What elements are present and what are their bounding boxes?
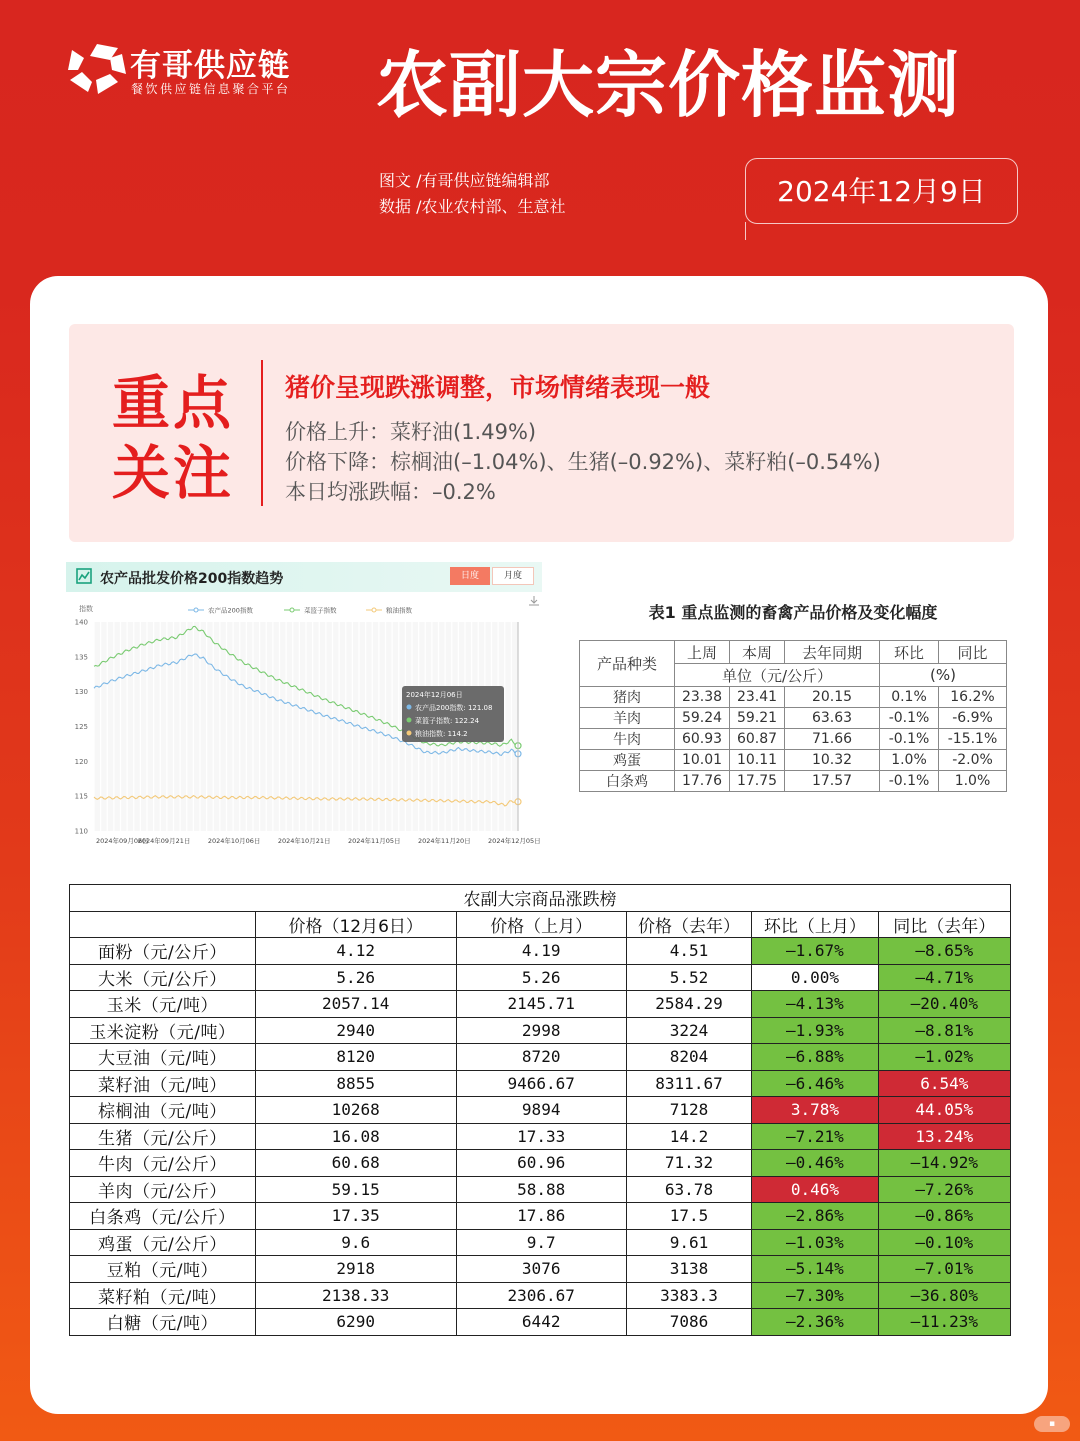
table-row: [580, 729, 1007, 750]
header-col-4: 环比（上月）: [752, 911, 878, 938]
table-row: [70, 1176, 1011, 1203]
cell-yoy: -6.9%: [939, 708, 1007, 729]
credit-data: 数据 /农业农村部、生意社: [379, 197, 566, 216]
cell-price: 8120: [255, 1044, 456, 1071]
cell-name: 大米（元/公斤）: [70, 964, 256, 991]
cell-last-month: 60.96: [456, 1150, 626, 1177]
cell-yoy: –20.40%: [878, 991, 1010, 1018]
header-col-1: 价格（12月6日）: [255, 911, 456, 938]
cell-mom: –5.14%: [752, 1256, 878, 1283]
date-badge: 2024年12月9日: [745, 158, 1018, 224]
cell-last-year: 14.2: [626, 1123, 752, 1150]
legend-label: 菜篮子指数: [304, 606, 337, 615]
cell-price: 2918: [255, 1256, 456, 1283]
cell-mom: 0.00%: [752, 964, 878, 991]
brand-logo-icon: [66, 40, 128, 96]
cell-mom: –1.67%: [752, 938, 878, 965]
x-tick-label: 2024年09月06日: [96, 837, 149, 845]
cell-yoy: 13.24%: [878, 1123, 1010, 1150]
cell-last-year: 5.52: [626, 964, 752, 991]
y-tick-label: 135: [74, 653, 88, 662]
cell-price: 8855: [255, 1070, 456, 1097]
focus-average: 本日均涨跌幅：–0.2%: [285, 480, 496, 504]
cell-mom: –7.30%: [752, 1282, 878, 1309]
cell-last-year: 8204: [626, 1044, 752, 1071]
cell-yoy: –4.71%: [878, 964, 1010, 991]
header-yoy: 同比: [939, 641, 1007, 664]
table-row: [70, 1256, 1011, 1283]
cell-last-year: 20.15: [785, 687, 880, 708]
cell-name: 菜籽油（元/吨）: [70, 1070, 256, 1097]
cell-yoy: 1.0%: [939, 771, 1007, 792]
header-col-2: 价格（上月）: [456, 911, 626, 938]
cell-price: 5.26: [255, 964, 456, 991]
legend-item[interactable]: [366, 606, 413, 615]
cell-price: 16.08: [255, 1123, 456, 1150]
cell-name: 玉米（元/吨）: [70, 991, 256, 1018]
cell-last-year: 3383.3: [626, 1282, 752, 1309]
cell-mom: -0.1%: [880, 708, 939, 729]
table-row: [70, 1123, 1011, 1150]
table-row: [70, 1282, 1011, 1309]
cell-price: 2940: [255, 1017, 456, 1044]
table-row: [70, 1203, 1011, 1230]
brand-tagline: 餐饮供应链信息聚合平台: [131, 82, 291, 96]
cell-last-year: 17.5: [626, 1203, 752, 1230]
header-unit-price: 单位（元/公斤）: [675, 664, 880, 687]
y-tick-label: 120: [74, 757, 88, 766]
cell-name: 豆粕（元/吨）: [70, 1256, 256, 1283]
cell-last-week: 59.24: [675, 708, 730, 729]
watermark: ▪: [1034, 1416, 1070, 1432]
cell-mom: 0.46%: [752, 1176, 878, 1203]
cell-yoy: –11.23%: [878, 1309, 1010, 1336]
date-badge-tail: [745, 222, 764, 240]
cell-yoy: –14.92%: [878, 1150, 1010, 1177]
cell-name: 玉米淀粉（元/吨）: [70, 1017, 256, 1044]
cell-mom: –7.21%: [752, 1123, 878, 1150]
cell-yoy: –8.81%: [878, 1017, 1010, 1044]
cell-price: 9.6: [255, 1229, 456, 1256]
cell-yoy: –0.10%: [878, 1229, 1010, 1256]
cell-price: 10268: [255, 1097, 456, 1124]
x-tick-label: 2024年12月05日: [488, 837, 541, 845]
cell-last-year: 3138: [626, 1256, 752, 1283]
cell-name: 大豆油（元/吨）: [70, 1044, 256, 1071]
cell-last-month: 9466.67: [456, 1070, 626, 1097]
cell-name: 鸡蛋（元/公斤）: [70, 1229, 256, 1256]
table-row: [580, 687, 1007, 708]
cell-last-month: 3076: [456, 1256, 626, 1283]
livestock-price-table: [579, 640, 1007, 792]
cell-mom: –1.03%: [752, 1229, 878, 1256]
cell-name: 生猪（元/公斤）: [70, 1123, 256, 1150]
cell-last-week: 60.93: [675, 729, 730, 750]
cell-last-month: 8720: [456, 1044, 626, 1071]
cell-last-year: 4.51: [626, 938, 752, 965]
cell-name: 鸡蛋: [580, 750, 675, 771]
index-line-chart: [66, 600, 542, 848]
cell-mom: 0.1%: [880, 687, 939, 708]
chart-tooltip: [402, 686, 504, 742]
cell-name: 牛肉（元/公斤）: [70, 1150, 256, 1177]
header-this-week: 本周: [730, 641, 785, 664]
x-tick-label: 2024年10月06日: [207, 837, 261, 845]
cell-last-year: 10.32: [785, 750, 880, 771]
cell-yoy: –8.65%: [878, 938, 1010, 965]
cell-mom: -0.1%: [880, 771, 939, 792]
cell-yoy: –36.80%: [878, 1282, 1010, 1309]
cell-name: 面粉（元/公斤）: [70, 938, 256, 965]
x-tick-label: 2024年09月21日: [137, 837, 191, 845]
legend-item[interactable]: [284, 606, 337, 615]
cell-last-month: 58.88: [456, 1176, 626, 1203]
cell-this-week: 17.75: [730, 771, 785, 792]
cell-mom: 1.0%: [880, 750, 939, 771]
cell-mom: –1.93%: [752, 1017, 878, 1044]
cell-last-month: 2306.67: [456, 1282, 626, 1309]
focus-headline: 猪价呈现跌涨调整，市场情绪表现一般: [285, 373, 711, 402]
cell-last-year: 17.57: [785, 771, 880, 792]
tab-daily[interactable]: 日度: [450, 567, 490, 585]
chart-title: 农产品批发价格200指数趋势: [100, 571, 284, 587]
y-tick-label: 125: [74, 723, 88, 731]
focus-label: 重点 关注: [112, 369, 235, 507]
cell-last-week: 17.76: [675, 771, 730, 792]
cell-last-month: 2145.71: [456, 991, 626, 1018]
cell-last-month: 17.33: [456, 1123, 626, 1150]
commodity-ranking-table: [69, 884, 1011, 1336]
cell-last-month: 17.86: [456, 1203, 626, 1230]
tooltip-line-3: 粮油指数: 114.2: [415, 730, 468, 738]
x-tick-label: 2024年11月05日: [347, 837, 401, 845]
cell-this-week: 23.41: [730, 687, 785, 708]
cell-last-year: 3224: [626, 1017, 752, 1044]
tooltip-date: 2024年12月06日: [406, 691, 463, 699]
cell-last-month: 5.26: [456, 964, 626, 991]
cell-last-month: 9894: [456, 1097, 626, 1124]
cell-mom: –6.88%: [752, 1044, 878, 1071]
brand-name: 有哥供应链: [130, 48, 290, 84]
table-row: [70, 1017, 1011, 1044]
table-row: [70, 1044, 1011, 1071]
header-unit-pct: (%): [880, 664, 1007, 687]
cell-last-month: 9.7: [456, 1229, 626, 1256]
focus-divider: [261, 360, 263, 506]
cell-mom: –4.13%: [752, 991, 878, 1018]
cell-this-week: 10.11: [730, 750, 785, 771]
cell-name: 羊肉: [580, 708, 675, 729]
cell-price: 4.12: [255, 938, 456, 965]
cell-yoy: –7.26%: [878, 1176, 1010, 1203]
cell-last-year: 7128: [626, 1097, 752, 1124]
cell-yoy: 16.2%: [939, 687, 1007, 708]
cell-name: 羊肉（元/公斤）: [70, 1176, 256, 1203]
table-row: [580, 771, 1007, 792]
header-mom: 环比: [880, 641, 939, 664]
focus-fall: 价格下降：棕榈油(–1.04%)、生猪(–0.92%)、菜籽粕(–0.54%): [285, 450, 881, 474]
y-axis-label: 指数: [79, 605, 93, 613]
header-product: 产品种类: [580, 641, 675, 687]
cell-name: 菜籽粕（元/吨）: [70, 1282, 256, 1309]
cell-last-year: 7086: [626, 1309, 752, 1336]
cell-name: 牛肉: [580, 729, 675, 750]
table-row: [580, 750, 1007, 771]
cell-mom: –6.46%: [752, 1070, 878, 1097]
cell-name: 白糖（元/吨）: [70, 1309, 256, 1336]
cell-name: 猪肉: [580, 687, 675, 708]
cell-this-week: 60.87: [730, 729, 785, 750]
table-row: [70, 1070, 1011, 1097]
cell-price: 60.68: [255, 1150, 456, 1177]
cell-name: 白条鸡（元/公斤）: [70, 1203, 256, 1230]
cell-last-year: 2584.29: [626, 991, 752, 1018]
table-row: [70, 991, 1011, 1018]
cell-yoy: –7.01%: [878, 1256, 1010, 1283]
chart-icon: [76, 568, 92, 584]
cell-yoy: 44.05%: [878, 1097, 1010, 1124]
cell-last-year: 71.66: [785, 729, 880, 750]
y-tick-label: 140: [74, 618, 88, 627]
tooltip-line-1: 农产品200指数: 121.08: [415, 704, 493, 712]
legend-label: 粮油指数: [386, 606, 412, 615]
cell-price: 59.15: [255, 1176, 456, 1203]
table-row: [70, 1309, 1011, 1336]
tooltip-line-2: 菜篮子指数: 122.24: [415, 717, 480, 725]
cell-price: 6290: [255, 1309, 456, 1336]
cell-price: 2057.14: [255, 991, 456, 1018]
cell-price: 2138.33: [255, 1282, 456, 1309]
y-tick-label: 130: [74, 688, 88, 697]
cell-last-year: 63.63: [785, 708, 880, 729]
tab-monthly[interactable]: 月度: [492, 567, 534, 585]
header-last-year: 去年同期: [785, 641, 880, 664]
focus-rise: 价格上升：菜籽油(1.49%): [285, 420, 537, 444]
cell-this-week: 59.21: [730, 708, 785, 729]
header-col-3: 价格（去年）: [626, 911, 752, 938]
credit-text: 图文 /有哥供应链编辑部: [379, 171, 550, 190]
table-row: [70, 1229, 1011, 1256]
cell-mom: –0.46%: [752, 1150, 878, 1177]
cell-yoy: 6.54%: [878, 1070, 1010, 1097]
cell-yoy: –0.86%: [878, 1203, 1010, 1230]
cell-mom: –2.36%: [752, 1309, 878, 1336]
cell-last-month: 6442: [456, 1309, 626, 1336]
cell-yoy: –1.02%: [878, 1044, 1010, 1071]
cell-last-week: 10.01: [675, 750, 730, 771]
page-title: 农副大宗价格监测: [376, 43, 961, 127]
header-col-5: 同比（去年）: [878, 911, 1010, 938]
cell-name: 棕榈油（元/吨）: [70, 1097, 256, 1124]
cell-last-year: 9.61: [626, 1229, 752, 1256]
cell-mom: 3.78%: [752, 1097, 878, 1124]
legend-label: 农产品200指数: [208, 606, 253, 615]
cell-yoy: -2.0%: [939, 750, 1007, 771]
cell-last-year: 71.32: [626, 1150, 752, 1177]
cell-price: 17.35: [255, 1203, 456, 1230]
table-row: [580, 708, 1007, 729]
table-row: [70, 964, 1011, 991]
cell-last-year: 8311.67: [626, 1070, 752, 1097]
y-tick-label: 115: [74, 792, 88, 801]
y-tick-label: 110: [74, 827, 88, 836]
cell-mom: -0.1%: [880, 729, 939, 750]
table1-caption: 表1 重点监测的畜禽产品价格及变化幅度: [648, 603, 938, 622]
x-tick-label: 2024年10月21日: [277, 837, 331, 845]
x-tick-label: 2024年11月20日: [418, 837, 471, 845]
table2-caption: 农副大宗商品涨跌榜: [70, 885, 1011, 912]
cell-last-month: 2998: [456, 1017, 626, 1044]
cell-last-month: 4.19: [456, 938, 626, 965]
table-row: [70, 1097, 1011, 1124]
table-row: [70, 938, 1011, 965]
cell-last-year: 63.78: [626, 1176, 752, 1203]
legend-item[interactable]: [188, 606, 253, 615]
cell-mom: –2.86%: [752, 1203, 878, 1230]
header-col-0: [70, 911, 256, 938]
header-last-week: 上周: [675, 641, 730, 664]
cell-last-week: 23.38: [675, 687, 730, 708]
cell-name: 白条鸡: [580, 771, 675, 792]
table-row: [70, 1150, 1011, 1177]
cell-yoy: -15.1%: [939, 729, 1007, 750]
